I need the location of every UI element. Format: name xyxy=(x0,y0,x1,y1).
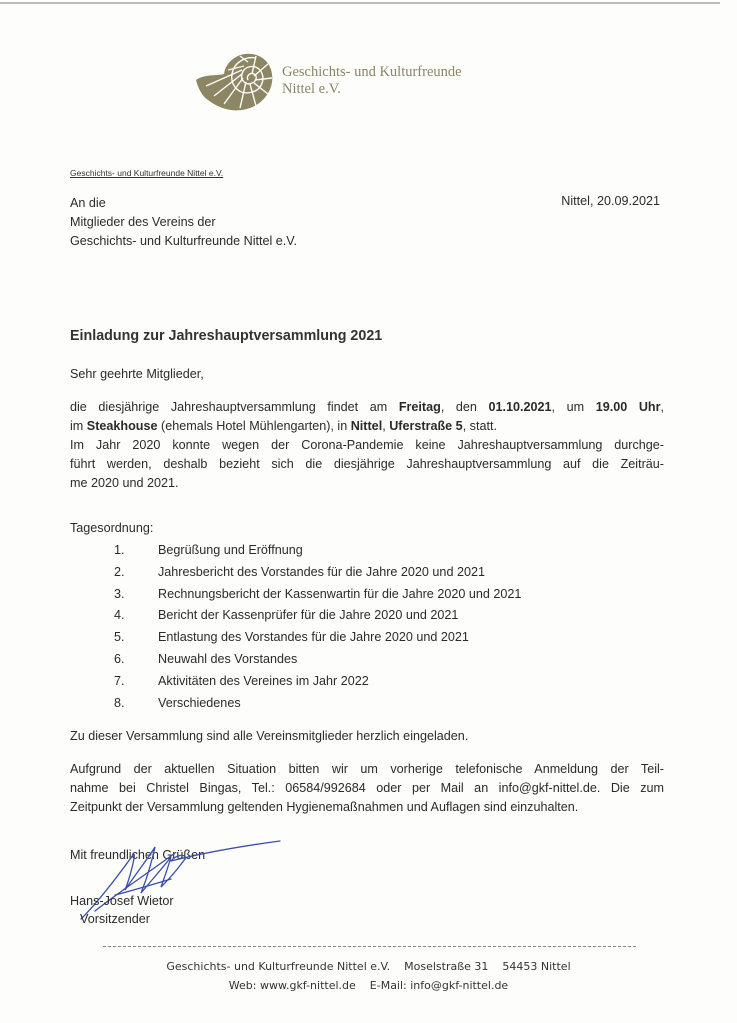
agenda-item xyxy=(114,649,521,671)
footer-street: Moselstraße 31 xyxy=(404,960,489,973)
agenda-item-text: Verschiedenes xyxy=(158,695,241,710)
logo-org-name: Geschichts- und Kulturfreunde xyxy=(282,64,462,80)
agenda-item-text: Rechnungsbericht der Kassenwartin für die Jahre 2020 und 2021 xyxy=(158,586,522,601)
paragraph-line: führt werden, deshalb bezieht sich die diesjährige Jahreshauptversammlung auf die Zeiträu- xyxy=(70,457,664,471)
agenda-item-number: 2. xyxy=(114,564,125,579)
letter-subject: Einladung zur Jahreshauptversammlung 2021 xyxy=(70,328,383,344)
paragraph-line: im Steakhouse (ehemals Hotel Mühlengarten), in Nittel, Uferstraße 5, statt. xyxy=(70,419,497,433)
agenda-item-text: Begrüßung und Eröffnung xyxy=(158,543,303,557)
paragraph-line: Aufgrund der aktuellen Situation bitten wir um vorherige telefonische Anmeldung der Teil- xyxy=(70,762,664,776)
agenda-item-number: 7. xyxy=(114,673,125,688)
paragraph-line: me 2020 und 2021. xyxy=(70,476,179,490)
registration-paragraph xyxy=(70,760,664,817)
invitation-sentence: Zu dieser Versammlung sind alle Vereinsmitglieder herzlich eingeladen. xyxy=(70,729,469,743)
footer-city: 54453 Nittel xyxy=(502,960,571,973)
letter-date: Nittel, 20.09.2021 xyxy=(561,194,660,208)
paragraph-line: die diesjährige Jahreshauptversammlung findet am Freitag, den 01.10.2021, um 19.00 Uhr, xyxy=(70,400,665,414)
agenda-item-number: 4. xyxy=(114,608,125,623)
agenda-item xyxy=(114,584,521,606)
signer-name: Hans-Josef Wietor xyxy=(70,894,174,908)
meeting-time: 19.00 Uhr xyxy=(595,400,661,414)
footer-org-name: Geschichts- und Kulturfreunde Nittel e.V. xyxy=(166,960,391,973)
signer-block xyxy=(70,892,174,928)
agenda-item xyxy=(114,693,521,715)
sender-address-line: Geschichts- und Kulturfreunde Nittel e.V. xyxy=(70,168,224,178)
meeting-street: Uferstraße 5 xyxy=(389,419,463,433)
recipient-line: Geschichts- und Kulturfreunde Nittel e.V. xyxy=(70,234,298,248)
closing-phrase: Mit freundlichen Grüßen xyxy=(70,848,206,862)
paragraph-line: Zeitpunkt der Versammlung geltenden Hygienemaßnahmen und Auflagen sind einzuhalten. xyxy=(70,800,579,814)
agenda-item-text: Jahresbericht des Vorstandes für die Jahre 2020 und 2021 xyxy=(158,564,485,579)
meeting-date: 01.10.2021 xyxy=(488,400,552,414)
agenda-item-text: Entlastung des Vorstandes für die Jahre 2020 und 2021 xyxy=(158,630,469,645)
agenda-item-text: Aktivitäten des Vereines im Jahr 2022 xyxy=(158,673,369,688)
agenda-item-number: 5. xyxy=(114,630,125,645)
recipient-line: Mitglieder des Vereins der xyxy=(70,215,216,229)
agenda-item-text: Bericht der Kassenprüfer für die Jahre 2020 und 2021 xyxy=(158,608,459,623)
agenda-title: Tagesordnung: xyxy=(70,521,154,535)
meeting-town: Nittel xyxy=(350,419,383,433)
recipient-block xyxy=(70,194,297,251)
letterhead-logo xyxy=(194,50,462,112)
agenda-item xyxy=(114,540,521,562)
agenda-item xyxy=(114,671,521,693)
agenda-item-text: Neuwahl des Vorstandes xyxy=(158,651,298,666)
footer-divider xyxy=(103,946,636,947)
recipient-line: An die xyxy=(70,196,106,210)
nautilus-shell-icon xyxy=(194,50,274,112)
meeting-weekday: Freitag xyxy=(398,400,441,414)
letter-footer xyxy=(0,957,737,995)
agenda-list xyxy=(114,540,521,714)
salutation: Sehr geehrte Mitglieder, xyxy=(70,367,204,381)
meeting-venue: Steakhouse xyxy=(86,419,158,433)
agenda-item xyxy=(114,562,521,584)
paragraph-line: Im Jahr 2020 konnte wegen der Corona-Pandemie keine Jahreshauptversammlung durchge- xyxy=(70,438,664,452)
agenda-item-number: 6. xyxy=(114,651,125,666)
paragraph-line: nahme bei Christel Bingas, Tel.: 06584/992684 oder per Mail an info@gkf-nittel.de. Die zum xyxy=(70,781,664,795)
agenda-item-number: 8. xyxy=(114,695,125,710)
agenda-item-number: 3. xyxy=(114,586,125,601)
signer-role: Vorsitzender xyxy=(80,912,151,926)
agenda-item xyxy=(114,627,521,649)
footer-email[interactable]: E-Mail: info@gkf-nittel.de xyxy=(369,979,509,992)
logo-org-location: Nittel e.V. xyxy=(282,81,341,97)
meeting-details-paragraph xyxy=(70,398,664,493)
footer-website[interactable]: Web: www.gkf-nittel.de xyxy=(228,979,356,992)
agenda-item xyxy=(114,605,521,627)
scan-edge-line xyxy=(0,2,720,4)
agenda-item-number: 1. xyxy=(114,543,125,557)
